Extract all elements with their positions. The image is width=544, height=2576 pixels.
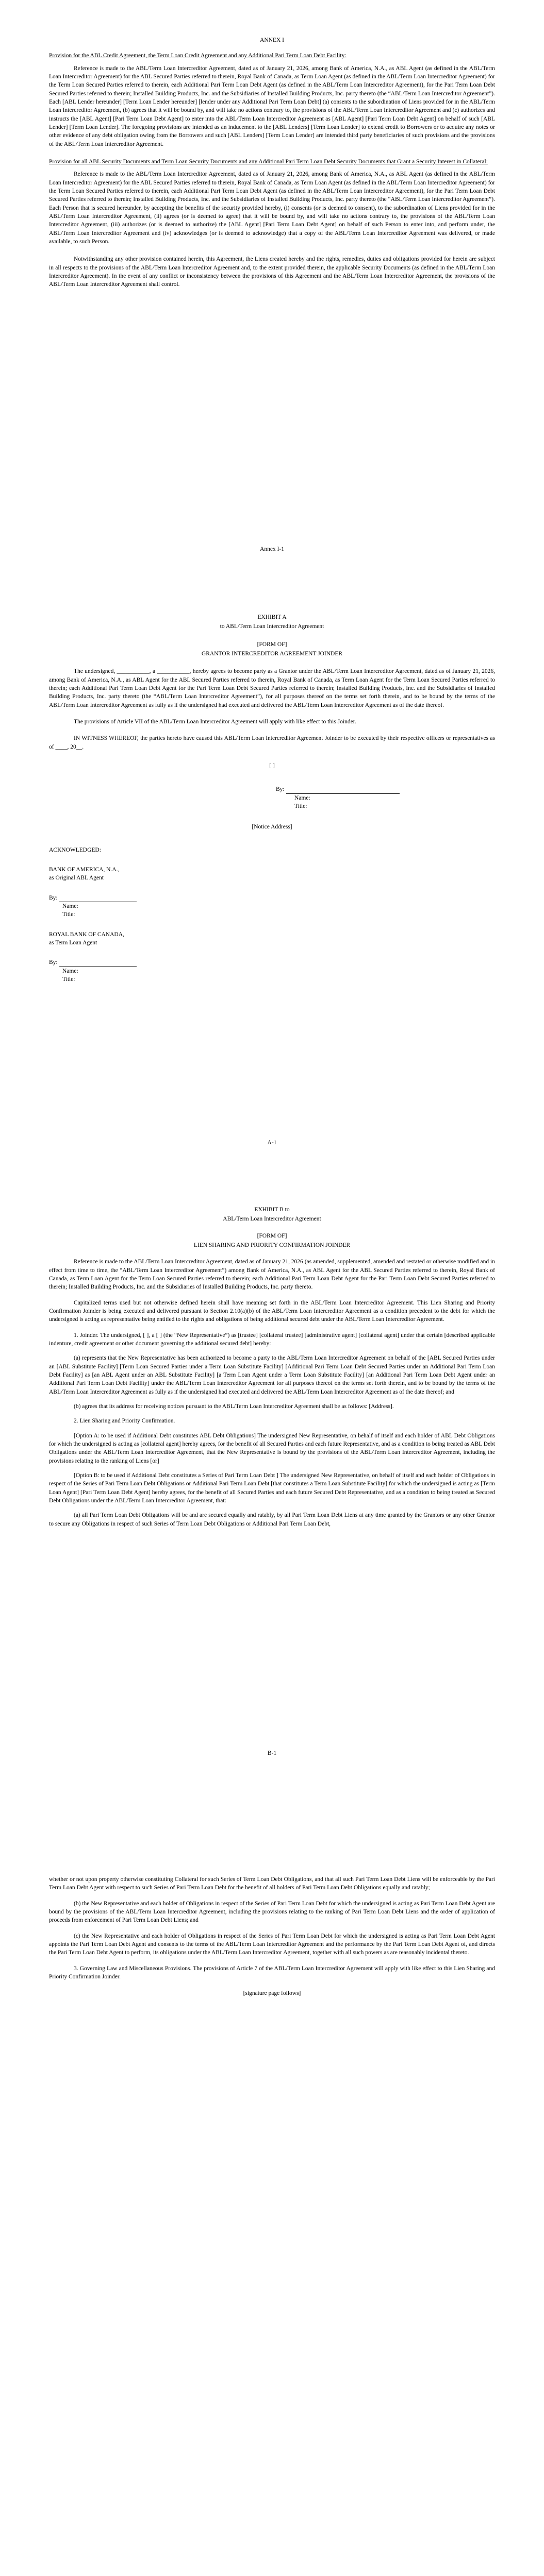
exhibit-b-item-1b: (b) agrees that its address for receiving notices pursuant to the ABL/Term Loan Intercreditor Agreement shall be as follows: [Address]. [74,1403,394,1410]
exhibit-a-para-3: IN WITNESS WHEREOF, the parties hereto have caused this ABL/Term Loan Intercreditor Agreement Joinder to be executed by their respective officers or representatives as of ____, 20__. [49,735,495,750]
exhibit-b-item-1a: (a) represents that the New Representative has been authorized to become a party to the ABL/Term Loan Intercreditor Agreement on behalf of the [ABL Secured Parties under an [ABL Substitute Facility] [Term Loan Secured Parties under a Term Loan Substitute Facility] [Additional Pari Term Loan Debt Secured Parties under an Additional Pari Term Loan Debt Facility] as [an ABL Agent under an ABL Substitute Facility] [a Term Loan Agent under a Term Loan Substitute Facility] [an Additional Pari Term Loan Debt Agent under an Additional Pari Term Loan Debt Facility] under the ABL/Term Loan Intercreditor Agreement for all purposes thereof on the terms set forth therein, and to be bound by the terms of the ABL/Term Loan Intercreditor Agreement as fully as if the undersigned had executed and delivered the ABL/Term Loan Intercreditor Agreement as of the date thereof; and [49,1355,495,1395]
exhibit-b-page-2 [49,1875,495,1998]
signature-by-label: By: [276,786,285,793]
exhibit-a-bank-1-block [49,866,495,919]
exhibit-b-option-b: [Option B: to be used if Additional Debt constitutes a Series of Pari Term Loan Debt ] The undersigned New Representative, on behalf of itself and each holder of Obligations in respect of the Series of Pari Term Loan Debt Obligations or Additional Pari Term Loan Debt [that constitutes a Term Loan Substitute Facility] for which the undersigned is acting as [Term Loan Agent] [Pari Term Loan Debt Agent] hereby agrees, for the benefit of all Secured Parties and each future Secured Debt Representative, and as a condition to being treated as Secured Debt Obligations under the ABL/Term Loan Intercreditor Agreement, that: [49,1472,495,1504]
exhibit-b-page-1-footer: B-1 [267,1750,277,1756]
signature-by-label: By: [49,894,58,901]
annex-page-footer: Annex I-1 [260,546,284,552]
signature-line [59,961,137,967]
exhibit-a-title: EXHIBIT A [257,614,287,620]
signature-line [59,896,137,902]
exhibit-a-notice-address: [Notice Address] [252,824,292,831]
bank-1-role: as Original ABL Agent [49,875,104,882]
exhibit-b-para-1: Reference is made to the ABL/Term Loan Intercreditor Agreement, dated as of January 21, 2026 (as amended, supplemented, amended and restated or otherwise modified and in effect from time to time, the “ABL/Term Loan Intercreditor Agreement”) among Bank of America, N.A., as ABL Agent for the ABL Secured Parties referred to therein, Royal Bank of Canada, as Term Loan Agent for the Term Loan Secured Parties referred to therein; each Additional Pari Term Loan Debt Agent for the Pari Term Loan Debt Secured Parties referred to therein; Installed Building Products, Inc. and the Subsidiaries of Installed Building Products, Inc. party thereto. [49,1259,495,1291]
exhibit-b-signature-follows: [signature page follows] [243,1990,301,1997]
signature-name-label: Name: [62,903,78,909]
signature-name-label: Name: [62,968,78,974]
exhibit-b-form-label: [FORM OF] [257,1232,287,1239]
exhibit-a-page [49,613,495,984]
exhibit-a-form-label: [FORM OF] [257,641,287,648]
signature-title-label: Title: [62,976,75,982]
annex-section-2-body: Reference is made to the ABL/Term Loan Intercreditor Agreement, dated as of January 21, 2026, among Bank of America, N.A., as ABL Agent (as defined in the ABL/Term Loan Intercreditor Agreement) for the ABL Secured Parties referred to therein, Royal Bank of Canada, as Term Loan Agent (as defined in the ABL/Term Loan Intercreditor Agreement) for the Term Loan Secured Parties referred to therein, each Additional Pari Term Loan Debt Agent (as defined in the ABL/Term Loan Intercreditor Agreement), for the Pari Term Loan Debt Secured Parties referred to therein; Installed Building Products, Inc. and the Subsidiaries of Installed Building Products, Inc. party thereto (the “ABL/Term Loan Intercreditor Agreement”). Each Person that is secured hereunder, by accepting the benefits of the security provided hereby, (i) consents (or is deemed to consent), to the subordination of Liens provided for in the ABL/Term Loan Intercreditor Agreement, (ii) agrees (or is deemed to agree) that it will be bound by, and will take no actions contrary to, the provisions of the ABL/Term Loan Intercreditor Agreement, (iii) authorizes (or is deemed to authorize) the [ABL Agent] [Pari Term Loan Debt Agent] on behalf of such Person to enter into, and perform under, the ABL/Term Loan Intercreditor Agreement and (iv) acknowledges (or is deemed to acknowledge) that a copy of the ABL/Term Loan Intercreditor Agreement was delivered, or made available, to such Person. [49,171,495,245]
annex-section-1-heading: Provision for the ABL Credit Agreement, the Term Loan Credit Agreement and any Additional Pari Term Loan Debt Facility: [49,53,347,59]
bank-2-role: as Term Loan Agent [49,939,97,946]
exhibit-a-page-footer: A-1 [267,1140,277,1146]
exhibit-b-title: EXHIBIT B to [254,1207,290,1213]
signature-name-label: Name: [294,794,310,801]
signature-by-label: By: [49,959,58,966]
exhibit-b-item-3-governing-law: 3. Governing Law and Miscellaneous Provisions. The provisions of Article 7 of the ABL/Term Loan Intercreditor Agreement will apply with like effect to this Lien Sharing and Priority Confirmation Joinder. [49,1965,495,1980]
exhibit-b-subtitle: ABL/Term Loan Intercreditor Agreement [223,1216,321,1223]
bank-1-name: BANK OF AMERICA, N.A., [49,866,120,873]
exhibit-b-item-1-joinder: 1. Joinder. The undersigned, [ ], a [ ] (the “New Representative”) as [trustee] [collateral trustee] [administrative agent] [collateral agent] under that certain [described applicable indenture, credit agreement or other document governing the additional secured debt] hereby: [49,1332,495,1347]
signature-title-label: Title: [294,803,307,809]
exhibit-b-option-b-item-b: (b) the New Representative and each holder of Obligations in respect of the Series of Pari Term Loan Debt for which the undersigned is acting as Pari Term Loan Debt Agent are bound by the provisions of the ABL/Term Loan Intercreditor Agreement, including the provisions relating to the ranking of Pari Term Loan Debt Liens and the order of application of proceeds from enforcement of Pari Term Loan Debt Liens; and [49,1900,495,1924]
exhibit-b-continuation: whether or not upon property otherwise constituting Collateral for such Series of Term Loan Debt Obligations, and that all such Pari Term Loan Debt Liens will be enforceable by the Pari Term Loan Debt Agent with respect to such Series of Pari Term Loan Debt for the benefit of all holders of Pari Term Loan Debt Obligations equally and ratably; [49,1876,495,1891]
annex-section-2-heading: Provision for all ABL Security Documents and Term Loan Security Documents and any Additional Pari Term Loan Debt Security Documents that Grant a Security Interest in Collateral: [49,158,488,165]
exhibit-b-para-2: Capitalized terms used but not otherwise defined herein shall have meaning set forth in the ABL/Term Loan Intercreditor Agreement. This Lien Sharing and Priority Confirmation Joinder is being executed and delivered pursuant to Section 2.10(a)(b) of the ABL/Term Loan Intercreditor Agreement as a condition precedent to the debt for which the undersigned is acting as representative being entitled to the rights and obligations of being additional secured debt under the ABL/Term Loan Intercreditor Agreement. [49,1299,495,1323]
annex-section-2-body-2: Notwithstanding any other provision contained herein, this Agreement, the Liens created hereby and the rights, remedies, duties and obligations provided for herein are subject in all respects to the provisions of the ABL/Term Loan Intercreditor Agreement and, to the extent provided therein, the applicable Security Documents (as defined in the ABL/Term Loan Intercreditor Agreement). In the event of any conflict or inconsistency between the provisions of this Agreement and the ABL/Term Loan Intercreditor Agreement, the provisions of the ABL/Term Loan Intercreditor Agreement shall control. [49,256,495,288]
signature-title-label: Title: [62,911,75,918]
bank-2-name: ROYAL BANK OF CANADA, [49,931,124,938]
exhibit-a-doc-title: GRANTOR INTERCREDITOR AGREEMENT JOINDER [201,650,343,657]
exhibit-b-item-2-heading: 2. Lien Sharing and Priority Confirmation. [74,1418,175,1425]
annex-title: ANNEX I [260,37,284,43]
exhibit-b-option-b-item-c: (c) the New Representative and each holder of Obligations in respect of the Series of Pari Term Loan Debt for which the undersigned is acting as Pari Term Loan Debt Agent appoints the Pari Term Loan Debt Agent and consents to the terms of the ABL/Term Loan Intercreditor Agreement and the performance by the Pari Term Loan Debt Agent of, and directs the Pari Term Loan Debt Agent to perform, its obligations under the ABL/Term Loan Intercreditor Agreement, together with all such powers as are reasonably incidental thereto. [49,1933,495,1956]
exhibit-a-subtitle: to ABL/Term Loan Intercreditor Agreement [220,623,324,630]
annex-i-page [49,36,495,294]
exhibit-b-option-a: [Option A: to be used if Additional Debt constitutes ABL Debt Obligations] The undersigned New Representative, on behalf of itself and each holder of ABL Debt Obligations for which the undersigned is acting as [collateral agent] hereby agrees, for the benefit of all Secured Parties and each future Representative, and as a condition to being treated as ABL Debt Obligations under the ABL/Term Loan Intercreditor Agreement, that the New Representative is bound by the provisions of the ABL/Term Loan Intercreditor Agreement, including the provisions relating to the ranking of Liens [or] [49,1432,495,1464]
annex-section-1-body: Reference is made to the ABL/Term Loan Intercreditor Agreement, dated as of January 21, 2026, among Bank of America, N.A., as ABL Agent (as defined in the ABL/Term Loan Intercreditor Agreement) for the ABL Secured Parties referred to therein, Royal Bank of Canada, as Term Loan Agent (as defined in the ABL/Term Loan Intercreditor Agreement) for the Term Loan Secured Parties referred to therein, each Additional Pari Term Loan Debt Agent (as defined in the ABL/Term Loan Intercreditor Agreement), for the Pari Term Loan Debt Secured Parties referred to therein; Installed Building Products, Inc. and the Subsidiaries of Installed Building Products, Inc. party thereto (the “ABL/Term Loan Intercreditor Agreement”). Each [ABL Lender hereunder] [Term Loan Lender hereunder] [lender under any Additional Pari Term Loan Debt] (a) consents to the subordination of Liens provided for in the ABL/Term Loan Intercreditor Agreement, (b) agrees that it will be bound by, and will take no actions contrary to, the provisions of the ABL/Term Loan Intercreditor Agreement and (c) authorizes and instructs the [ABL Agent] [Pari Term Loan Debt Agent] to enter into the ABL/Term Loan Intercreditor Agreement as [ABL Agent] [Pari Term Loan Debt Agent] on behalf of such [ABL Lender] [Term Loan Lender]. The foregoing provisions are intended as an inducement to the [ABL Lenders] [Term Loan Lender] to extend credit to Borrowers or to acquire any notes or other evidence of any debt obligation owing from the Borrowers and such [ABL Lenders] [Term Loan Lender] are intended third party beneficiaries of such provisions and the provisions of the ABL/Term Loan Intercreditor Agreement. [49,65,495,147]
exhibit-a-grantor-signature-block [276,785,495,810]
exhibit-a-para-1: The undersigned, ___________, a ___________, hereby agrees to become party as a Grantor under the ABL/Term Loan Intercreditor Agreement, dated as of January 21, 2026, among Bank of America, N.A., as ABL Agent for the ABL Secured Parties referred to therein, Royal Bank of Canada, as Term Loan Agent for the Term Loan Secured Parties referred to therein; each Additional Pari Term Loan Debt Agent for the Pari Term Loan Debt Secured Parties referred to therein; Installed Building Products, Inc. and the Subsidiaries of Installed Building Products, Inc. party thereto (the “ABL/Term Loan Intercreditor Agreement”), for all purposes thereof on the terms set forth therein, and to be bound by the terms of the ABL/Term Loan Intercreditor Agreement as fully as if the undersigned had executed and delivered the ABL/Term Loan Intercreditor Agreement as of the date thereof. [49,668,495,708]
exhibit-b-page-1 [49,1206,495,1533]
exhibit-a-grantor-bracket: [ ] [269,762,275,769]
exhibit-a-bank-2-block [49,930,495,984]
exhibit-a-acknowledged-label: ACKNOWLEDGED: [49,846,101,853]
exhibit-b-option-b-item-a: (a) all Pari Term Loan Debt Obligations will be and are secured equally and ratably, by all Pari Term Loan Debt Liens at any time granted by the Grantors or any other Grantor to secure any Obligations in respect of such Series of Term Loan Debt Obligations or Additional Pari Term Loan Debt, [49,1512,495,1527]
signature-line [286,788,400,794]
exhibit-a-para-2: The provisions of Article VII of the ABL/Term Loan Intercreditor Agreement will apply with like effect to this Joinder. [74,718,356,725]
exhibit-b-doc-title: LIEN SHARING AND PRIORITY CONFIRMATION JOINDER [193,1242,351,1248]
